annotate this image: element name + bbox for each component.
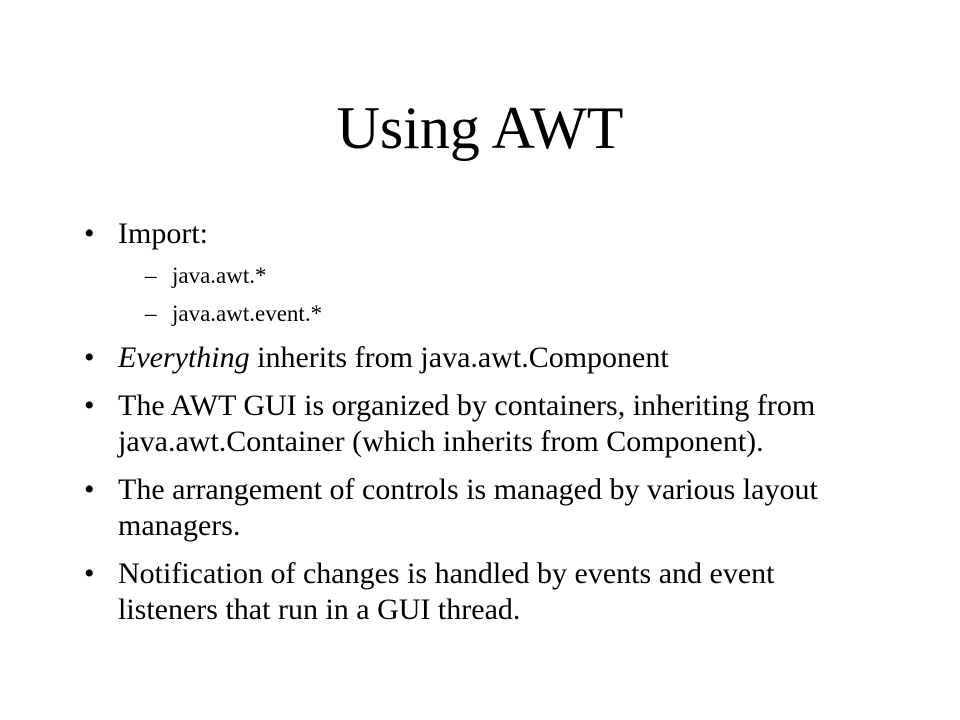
bullet-import (84, 216, 874, 328)
bullet-marker: • (84, 217, 95, 250)
bullet-marker: • (84, 557, 95, 590)
bullet-text: Import: (118, 217, 208, 250)
slide-body (84, 216, 874, 640)
bullet-everything-inherits (84, 340, 874, 376)
bullet-text: inherits from java.awt.Component (249, 341, 669, 374)
bullet-containers (84, 388, 874, 460)
bullet-emphasis: Everything (118, 341, 250, 374)
bullet-marker: • (84, 389, 95, 422)
sub-item-java-awt-event (145, 300, 874, 328)
slide-title: Using AWT (336, 95, 624, 161)
bullet-text: The arrangement of controls is managed by various layout managers. (118, 473, 818, 542)
bullet-marker: • (84, 473, 95, 506)
bullet-layout-managers (84, 472, 874, 544)
bullet-events (84, 556, 874, 628)
sub-item-java-awt (145, 262, 874, 290)
sub-item-text: java.awt.* (172, 263, 267, 288)
bullet-marker: • (84, 341, 95, 374)
sub-item-text: java.awt.event.* (172, 301, 323, 326)
dash-marker: – (145, 263, 157, 288)
bullet-text: The AWT GUI is organized by containers, inheriting from java.awt.Container (which inherits from Component). (118, 389, 816, 458)
import-sub-list (118, 262, 874, 328)
dash-marker: – (145, 301, 157, 326)
bullet-text: Notification of changes is handled by events and event listeners that run in a GUI thread. (118, 557, 775, 626)
